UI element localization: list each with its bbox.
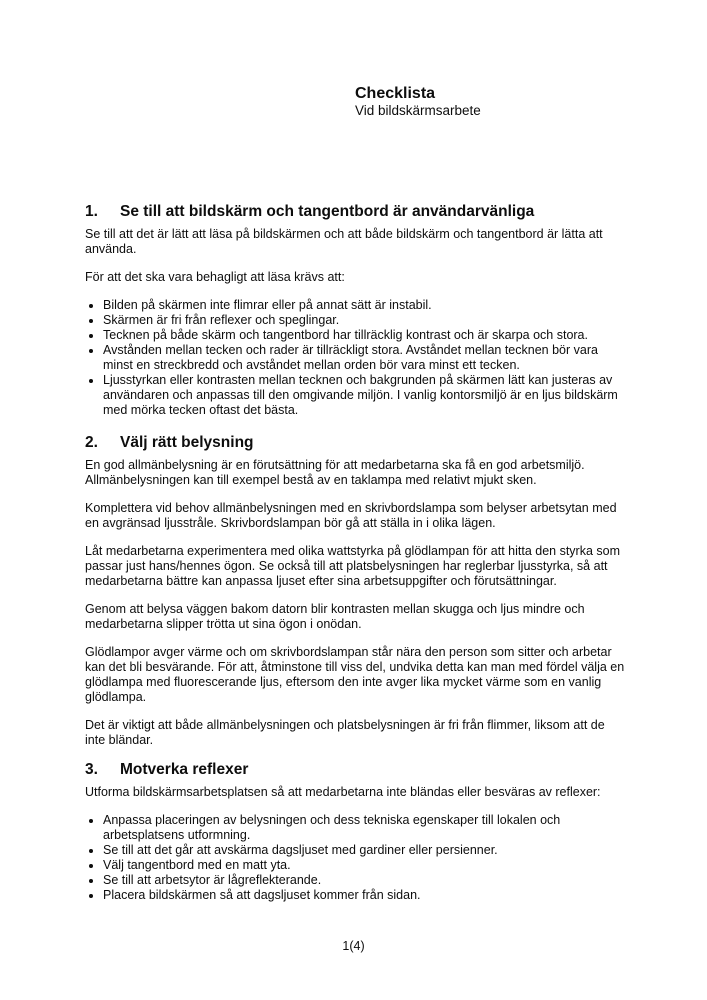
section-2-heading [85, 434, 626, 451]
paragraph: Låt medarbetarna experimentera med olika wattstyrka på glödlampan för att hitta den styrka som passar just hans/hennes ögon. Se också till att platsbelysningen har reglerbar ljusstyrka, så att medarbetarna bättre kan anpassa ljuset efter sina arbetsuppgifter och förutsättningar. [85, 544, 620, 588]
section-number: 1. [85, 203, 98, 220]
section-1 [85, 203, 626, 418]
paragraph: Se till att det är lätt att läsa på bildskärmen och att både bildskärm och tangentbord är lätta att använda. [85, 227, 603, 256]
document-subtitle: Vid bildskärmsarbete [355, 103, 481, 118]
paragraph: För att det ska vara behagligt att läsa krävs att: [85, 270, 345, 284]
bullet-list [85, 813, 626, 903]
paragraph: En god allmänbelysning är en förutsättning för att medarbetarna ska få en god arbetsmiljö. Allmänbelysningen kan till exempel bestå av en taklampa med relativt mjukt sken. [85, 458, 585, 487]
paragraph: Genom att belysa väggen bakom datorn blir kontrasten mellan skugga och ljus mindre och medarbetarna slipper trötta ut sina ögon i onödan. [85, 602, 585, 631]
paragraph: Utforma bildskärmsarbetsplatsen så att medarbetarna inte bländas eller besväras av reflexer: [85, 785, 601, 799]
section-number: 3. [85, 761, 98, 778]
bullet-item: • Välj tangentbord med en matt yta. [103, 858, 626, 873]
bullet-item: • Avstånden mellan tecken och rader är tillräckligt stora. Avståndet mellan tecknen bör vara minst en streckbredd och avståndet mellan orden bör vara minst ett tecken. [103, 343, 626, 373]
bullet-item: • Anpassa placeringen av belysningen och dess tekniska egenskaper till lokalen och arbetsplatsens utformning. [103, 813, 626, 843]
paragraph: Glödlampor avger värme och om skrivbordslampan står nära den person som sitter och arbetar kan det bli besvärande. För att, åtminstone till viss del, undvika detta kan man med fördel välja en glödlampa med fluorescerande ljus, eftersom den inte avger lika mycket värme som en vanlig glödlampa. [85, 645, 625, 704]
document-title: Checklista [355, 85, 436, 102]
paragraph: Det är viktigt att både allmänbelysningen och platsbelysningen är fri från flimmer, liksom att de inte bländar. [85, 718, 605, 747]
bullet-item: • Skärmen är fri från reflexer och speglingar. [103, 313, 626, 328]
bullet-list [85, 298, 626, 418]
bullet-item: • Se till att arbetsytor är lågreflekterande. [103, 873, 626, 888]
paragraph: Komplettera vid behov allmänbelysningen med en skrivbordslampa som belyser arbetsytan med en avgränsad ljusstråle. Skrivbordslampan bör gå att ställa in i olika lägen. [85, 501, 617, 530]
bullet-item: • Tecknen på både skärm och tangentbord har tillräcklig kontrast och är skarpa och stora. [103, 328, 626, 343]
bullet-item: • Bilden på skärmen inte flimrar eller på annat sätt är instabil. [103, 298, 626, 313]
page-number-footer: 1(4) [342, 939, 365, 953]
section-1-heading [85, 203, 626, 220]
section-2 [85, 434, 626, 748]
section-heading-text: Välj rätt belysning [120, 434, 254, 451]
section-3 [85, 761, 626, 903]
section-number: 2. [85, 434, 98, 451]
bullet-item: • Ljusstyrkan eller kontrasten mellan tecknen och bakgrunden på skärmen lätt kan justeras av användaren och anpassas till den omgivande miljön. I vanlig kontorsmiljö är en ljus bildskärm med mörka tecken oftast det bästa. [103, 373, 626, 418]
bullet-item: • Placera bildskärmen så att dagsljuset kommer från sidan. [103, 888, 626, 903]
section-3-heading [85, 761, 626, 778]
bullet-item: • Se till att det går att avskärma dagsljuset med gardiner eller persienner. [103, 843, 626, 858]
document-title-block [355, 84, 481, 119]
section-heading-text: Se till att bildskärm och tangentbord är användarvänliga [120, 203, 535, 220]
section-heading-text: Motverka reflexer [120, 761, 249, 778]
